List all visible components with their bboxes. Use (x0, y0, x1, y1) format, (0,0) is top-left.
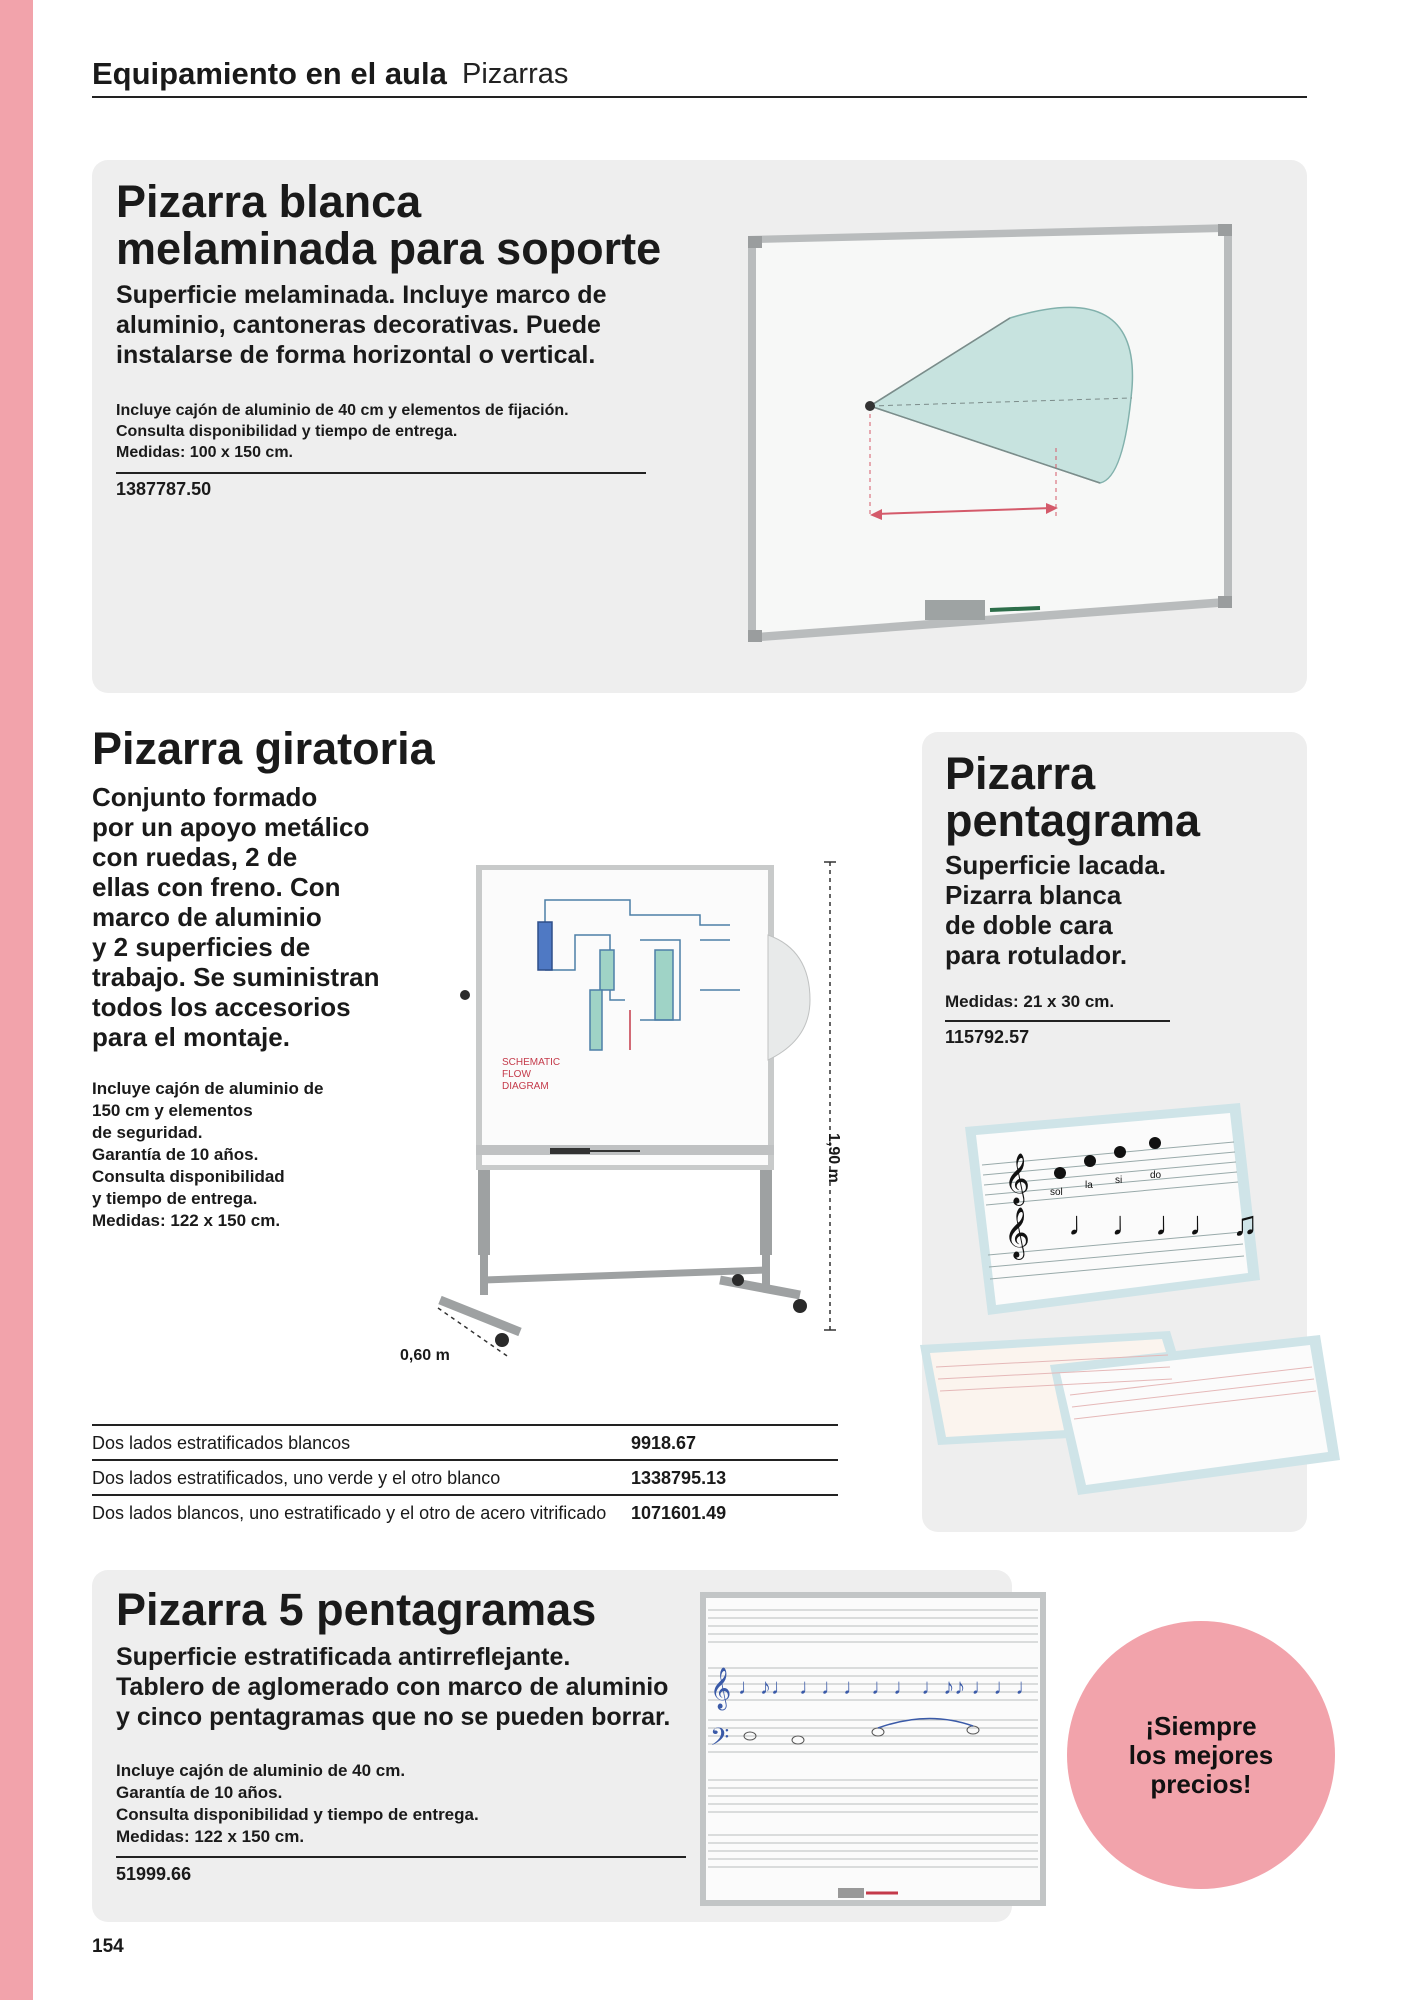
product1-divider (116, 472, 646, 474)
height-dimension-label: 1,90 m (825, 1133, 842, 1183)
text-line: y tiempo de entrega. (92, 1189, 258, 1208)
text-line: Conjunto formado (92, 782, 318, 812)
variant-code: 1338795.13 (631, 1468, 727, 1488)
badge-text: ¡Siempre los mejores precios! (1128, 1710, 1274, 1799)
product4-code: 51999.66 (116, 1864, 192, 1884)
product3-title: Pizarra pentagrama (945, 748, 1201, 846)
svg-text:♩♪♩ ♩♩♩ ♩♩ ♩♪♪ ♩♩♩: ♩♪♩ ♩♩♩ ♩♩ ♩♪♪ ♩♩♩ (738, 1674, 1038, 1699)
svg-text:𝄞: 𝄞 (1004, 1208, 1031, 1257)
variant-code: 1071601.49 (631, 1503, 727, 1523)
table-row (92, 1459, 838, 1494)
page-header (92, 50, 1307, 98)
board-label: DIAGRAM (502, 1081, 549, 1092)
text-line: ellas con freno. Con (92, 872, 341, 902)
board-label: SCHEMATIC (502, 1057, 561, 1068)
side-color-band (0, 0, 33, 2000)
best-prices-badge (1067, 1621, 1335, 1889)
product4-title: Pizarra 5 pentagramas (116, 1584, 597, 1635)
product1-code: 1387787.50 (116, 479, 212, 499)
product3-code: 115792.57 (945, 1027, 1030, 1047)
text-line: Medidas: 122 x 150 cm. (116, 1827, 305, 1846)
text-line: trabajo. Se suministran (92, 962, 380, 992)
five-staves-board-image (698, 1590, 1048, 1908)
svg-text:sol: sol (1050, 1187, 1063, 1198)
text-line: Consulta disponibilidad (92, 1167, 285, 1186)
text-line: Consulta disponibilidad y tiempo de entrega. (116, 1805, 479, 1824)
svg-text:𝄞: 𝄞 (710, 1667, 732, 1708)
text-line: para el montaje. (92, 1022, 290, 1052)
text-line: 150 cm y elementos (92, 1101, 253, 1120)
product1-title: Pizarra blanca melaminada para soporte (116, 176, 662, 274)
text-line: Garantía de 10 años. (116, 1783, 283, 1802)
text-line: todos los accesorios (92, 992, 351, 1022)
text-line: y 2 superficies de (92, 932, 311, 962)
text-line: de seguridad. (92, 1123, 203, 1142)
variant-description: Dos lados estratificados blancos (92, 1433, 351, 1453)
variant-code: 9918.67 (631, 1433, 697, 1453)
table-row (92, 1494, 838, 1529)
svg-text:𝄞: 𝄞 (1004, 1154, 1031, 1203)
product4-notes (116, 1760, 479, 1848)
table-row (92, 1424, 838, 1459)
text-line: para rotulador. (945, 940, 1128, 970)
staff-boards-image (900, 1095, 1370, 1515)
text-line: por un apoyo metálico (92, 812, 370, 842)
product4-divider (116, 1856, 686, 1858)
depth-dimension-label: 0,60 m (400, 1347, 450, 1364)
text-line: Pizarra blanca (945, 880, 1122, 910)
product3-divider (945, 1020, 1170, 1022)
text-line: Medidas: 122 x 150 cm. (92, 1211, 281, 1230)
product1-notes: Incluye cajón de aluminio de 40 cm y elementos de fijación. Consulta disponibilidad y tiempo de entrega. Medidas: 100 x 150 cm. (116, 402, 569, 461)
text-line: Incluye cajón de aluminio de (92, 1079, 324, 1098)
board-label: FLOW (502, 1069, 531, 1080)
text-line: Tablero de aglomerado con marco de aluminio (116, 1673, 669, 1701)
rotating-whiteboard-image (400, 840, 860, 1380)
variants-table (92, 1424, 838, 1529)
svg-text:𝄢: 𝄢 (710, 1724, 730, 1757)
product2-notes (92, 1078, 323, 1232)
page-number: 154 (92, 1936, 124, 1957)
svg-text:♩ ♩ ♩♩ ♫: ♩ ♩ ♩♩ ♫ (1068, 1205, 1258, 1243)
variant-description: Dos lados estratificados, uno verde y el otro blanco (92, 1468, 501, 1488)
section-title: Equipamiento en el aula (92, 56, 447, 91)
subsection-title: Pizarras (462, 58, 569, 90)
product2-title: Pizarra giratoria (92, 723, 435, 774)
text-line: Superficie lacada. (945, 850, 1167, 880)
text-line: Superficie estratificada antirreflejante. (116, 1643, 571, 1671)
text-line: Incluye cajón de aluminio de 40 cm. (116, 1761, 406, 1780)
text-line: con ruedas, 2 de (92, 842, 298, 872)
whiteboard-image (740, 218, 1240, 646)
text-line: y cinco pentagramas que no se pueden borrar. (116, 1703, 671, 1731)
svg-text:do: do (1150, 1170, 1162, 1181)
svg-text:la: la (1085, 1180, 1093, 1191)
product4-description (116, 1642, 670, 1732)
text-line: marco de aluminio (92, 902, 322, 932)
text-line: Garantía de 10 años. (92, 1145, 259, 1164)
svg-text:si: si (1115, 1175, 1123, 1186)
text-line: de doble cara (945, 910, 1113, 940)
product2-description (92, 782, 380, 1052)
product3-description (945, 850, 1166, 970)
product3-measure: Medidas: 21 x 30 cm. (945, 992, 1115, 1011)
variant-description: Dos lados blancos, uno estratificado y el otro de acero vitrificado (92, 1503, 607, 1523)
product1-description: Superficie melaminada. Incluye marco de aluminio, cantoneras decorativas. Puede instalarse de forma horizontal o vertical. (116, 281, 607, 369)
